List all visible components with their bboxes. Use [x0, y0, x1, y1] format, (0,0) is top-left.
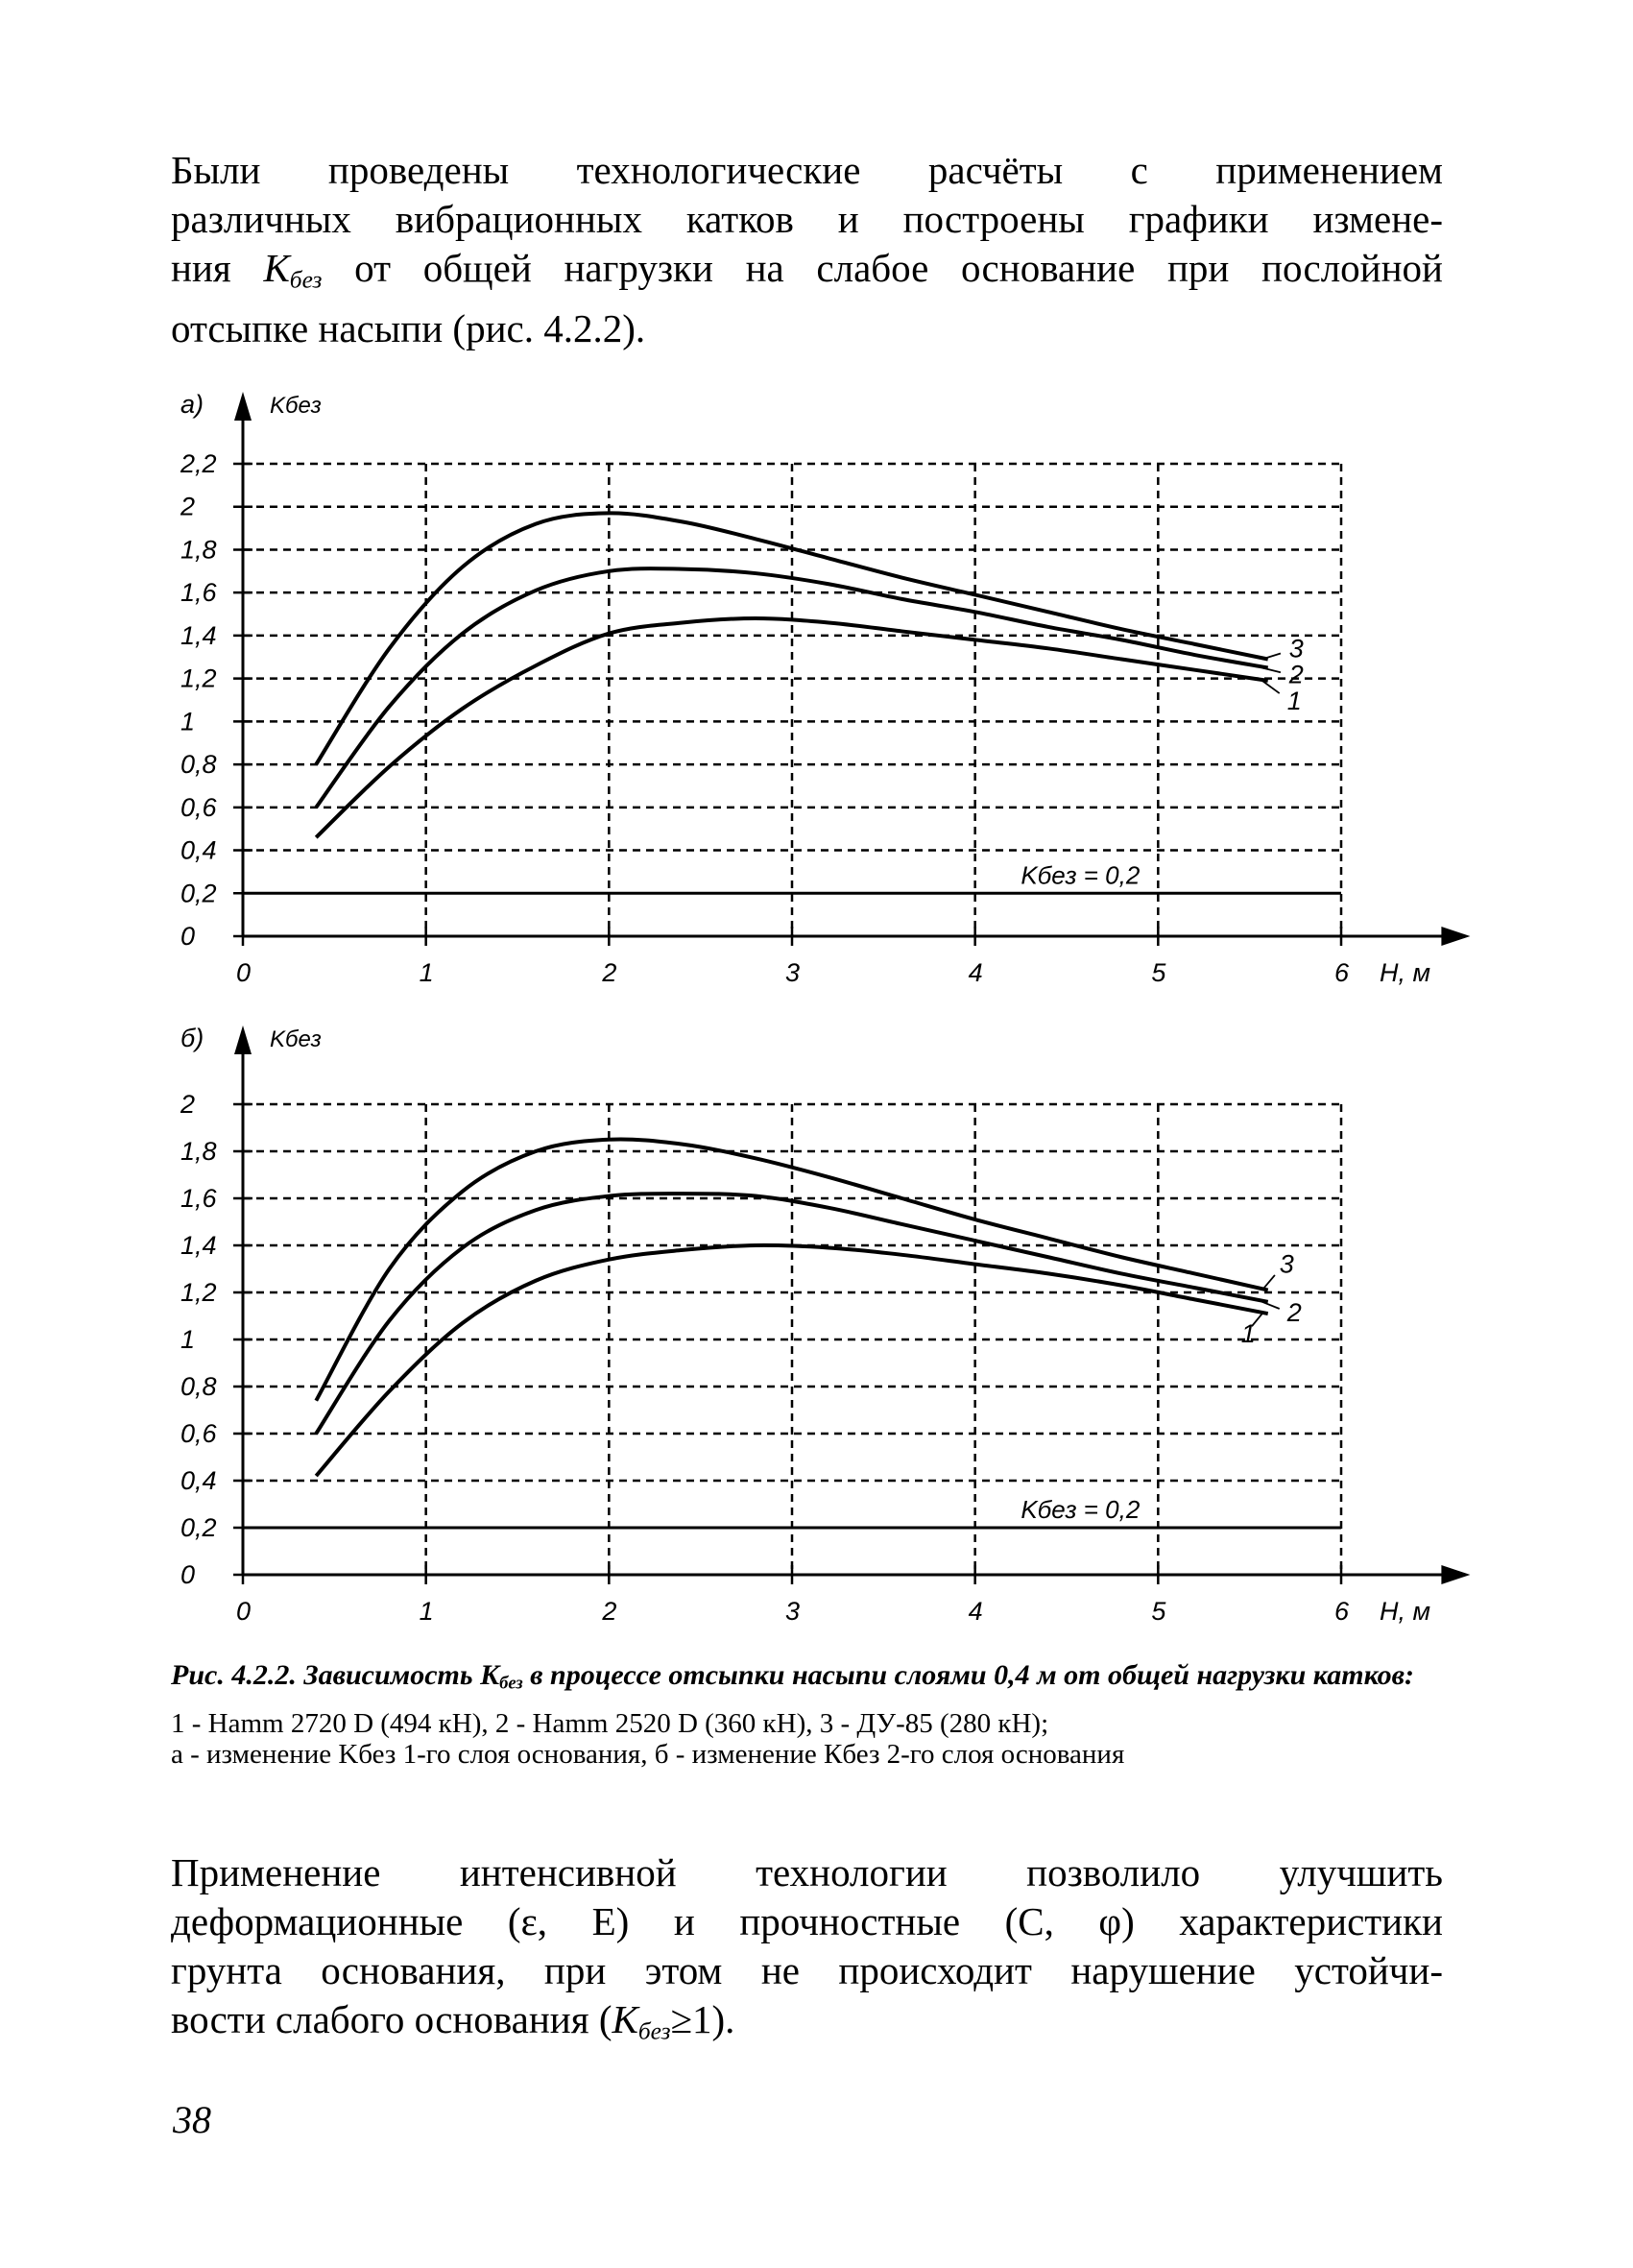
x-tick-label: 2 — [602, 1597, 617, 1626]
series-2-label: 2 — [1286, 1297, 1302, 1327]
y-tick-label: 1,8 — [180, 1137, 217, 1166]
chart-panel-b — [180, 1024, 1470, 1626]
caption-title-prefix: Рис. 4.2.2. Зависимость — [171, 1659, 481, 1691]
y-tick-label: 0,2 — [180, 1513, 217, 1542]
threshold-label: Kбез = 0,2 — [1021, 1495, 1141, 1524]
y-tick-label: 0,4 — [180, 1466, 217, 1495]
series-3-label: 3 — [1288, 634, 1304, 664]
panel-label: б) — [180, 1024, 204, 1052]
x-tick-label: 4 — [968, 958, 983, 987]
y-axis-arrow — [234, 392, 252, 421]
y-tick-label: 1,2 — [180, 1278, 217, 1307]
outro-line-4 — [171, 1995, 1443, 2056]
caption-title-rest: в процессе отсыпки насыпи слоями 0,4 м от общей нагрузки катков: — [522, 1659, 1415, 1691]
x-tick-label: 1 — [419, 1597, 434, 1626]
outro-line-1: Применение интенсивной технологии позволило улучшить — [171, 1850, 1443, 1894]
y-tick-label: 1,6 — [180, 1184, 217, 1213]
x-tick-label: 3 — [785, 1597, 801, 1626]
series-3-leader — [1262, 654, 1281, 660]
y-tick-label: 0 — [180, 1560, 196, 1589]
figure-caption — [171, 1658, 1443, 1770]
intro-line-1: Были проведены технологические расчёты с применением — [171, 148, 1443, 192]
caption-legend — [171, 1708, 1443, 1770]
x-tick-label: 0 — [236, 1597, 252, 1626]
intro-line-4: отсыпке насыпи (рис. 4.2.2). — [171, 306, 646, 351]
x-axis-label: Н, м — [1380, 958, 1431, 987]
y-axis-label: Kбез — [270, 1026, 322, 1052]
y-tick-label: 1,4 — [180, 1231, 217, 1260]
series-2-leader — [1262, 1302, 1280, 1309]
y-tick-label: 1 — [180, 707, 196, 736]
y-tick-label: 0,4 — [180, 835, 217, 865]
intro-line-2: различных вибрационных катков и построены графики измене- — [171, 197, 1443, 241]
x-axis-arrow — [1441, 927, 1470, 946]
x-axis-arrow — [1441, 1565, 1470, 1584]
series-1-label: 1 — [1240, 1319, 1256, 1349]
caption-k-subscript: без — [499, 1673, 523, 1694]
caption-legend-line-2: а - изменение Kбез 1-го слоя основания, б - изменение Кбез 2-го слоя основания — [171, 1738, 1125, 1770]
page-number: 38 — [173, 2098, 211, 2141]
outro-line-2: деформационные (ε, E) и прочностные (C, φ) характеристики — [171, 1899, 1443, 1943]
x-tick-label: 3 — [785, 958, 801, 987]
outro-paragraph — [171, 1848, 1443, 2056]
intro-line-3-prefix: ния — [171, 246, 264, 290]
caption-k-symbol: K — [480, 1659, 500, 1691]
y-tick-label: 0,2 — [180, 879, 217, 908]
x-tick-label: 1 — [419, 958, 434, 987]
y-tick-label: 1,2 — [180, 664, 217, 693]
y-tick-label: 0,8 — [180, 1372, 217, 1401]
chart-panel-a — [180, 390, 1470, 987]
outro-line-3: грунта основания, при этом не происходит нарушение устойчи- — [171, 1948, 1443, 1992]
y-tick-label: 1,6 — [180, 578, 217, 608]
x-tick-label: 6 — [1334, 1597, 1350, 1626]
outro-k-subscript: без — [637, 2017, 671, 2045]
panel-label: а) — [180, 390, 204, 419]
y-axis-label: Kбез — [270, 393, 322, 419]
y-tick-label: 1,4 — [180, 620, 217, 650]
y-tick-label: 0 — [180, 922, 196, 951]
y-tick-label: 1,8 — [180, 535, 217, 565]
k-subscript: без — [289, 266, 323, 294]
outro-tail: ≥1). — [670, 1997, 735, 2041]
x-tick-label: 2 — [602, 958, 617, 987]
y-tick-label: 0,6 — [180, 1419, 217, 1448]
series-2-leader — [1262, 667, 1281, 672]
outro-k-symbol: K — [612, 1997, 638, 2041]
y-tick-label: 0,6 — [180, 792, 217, 822]
series-1-label: 1 — [1286, 686, 1302, 715]
series-3-label: 3 — [1279, 1249, 1294, 1279]
x-tick-label: 0 — [236, 958, 252, 987]
caption-title — [171, 1658, 1443, 1701]
k-symbol: K — [263, 246, 290, 290]
intro-line-3-rest: от общей нагрузки на слабое основание при послойной — [354, 246, 1443, 290]
outro-line-4-prefix: вости слабого основания ( — [171, 1997, 612, 2041]
x-tick-label: 5 — [1151, 1597, 1166, 1626]
x-axis-label: Н, м — [1380, 1597, 1431, 1626]
y-tick-label: 0,8 — [180, 750, 217, 780]
series-2-label: 2 — [1288, 660, 1304, 689]
x-tick-label: 4 — [968, 1597, 983, 1626]
y-tick-label: 2 — [180, 1090, 196, 1119]
caption-legend-line-1: 1 - Hamm 2720 D (494 кН), 2 - Hamm 2520 D (360 кН), 3 - ДУ-85 (280 кН); — [171, 1707, 1049, 1739]
x-tick-label: 5 — [1151, 958, 1166, 987]
y-tick-label: 2,2 — [180, 449, 217, 478]
threshold-label: Kбез = 0,2 — [1021, 860, 1141, 890]
x-tick-label: 6 — [1334, 958, 1350, 987]
y-tick-label: 2 — [180, 492, 196, 521]
series-1-leader — [1262, 681, 1280, 693]
series-3-leader — [1262, 1275, 1275, 1291]
y-tick-label: 1 — [180, 1325, 196, 1354]
y-axis-arrow — [234, 1025, 252, 1054]
